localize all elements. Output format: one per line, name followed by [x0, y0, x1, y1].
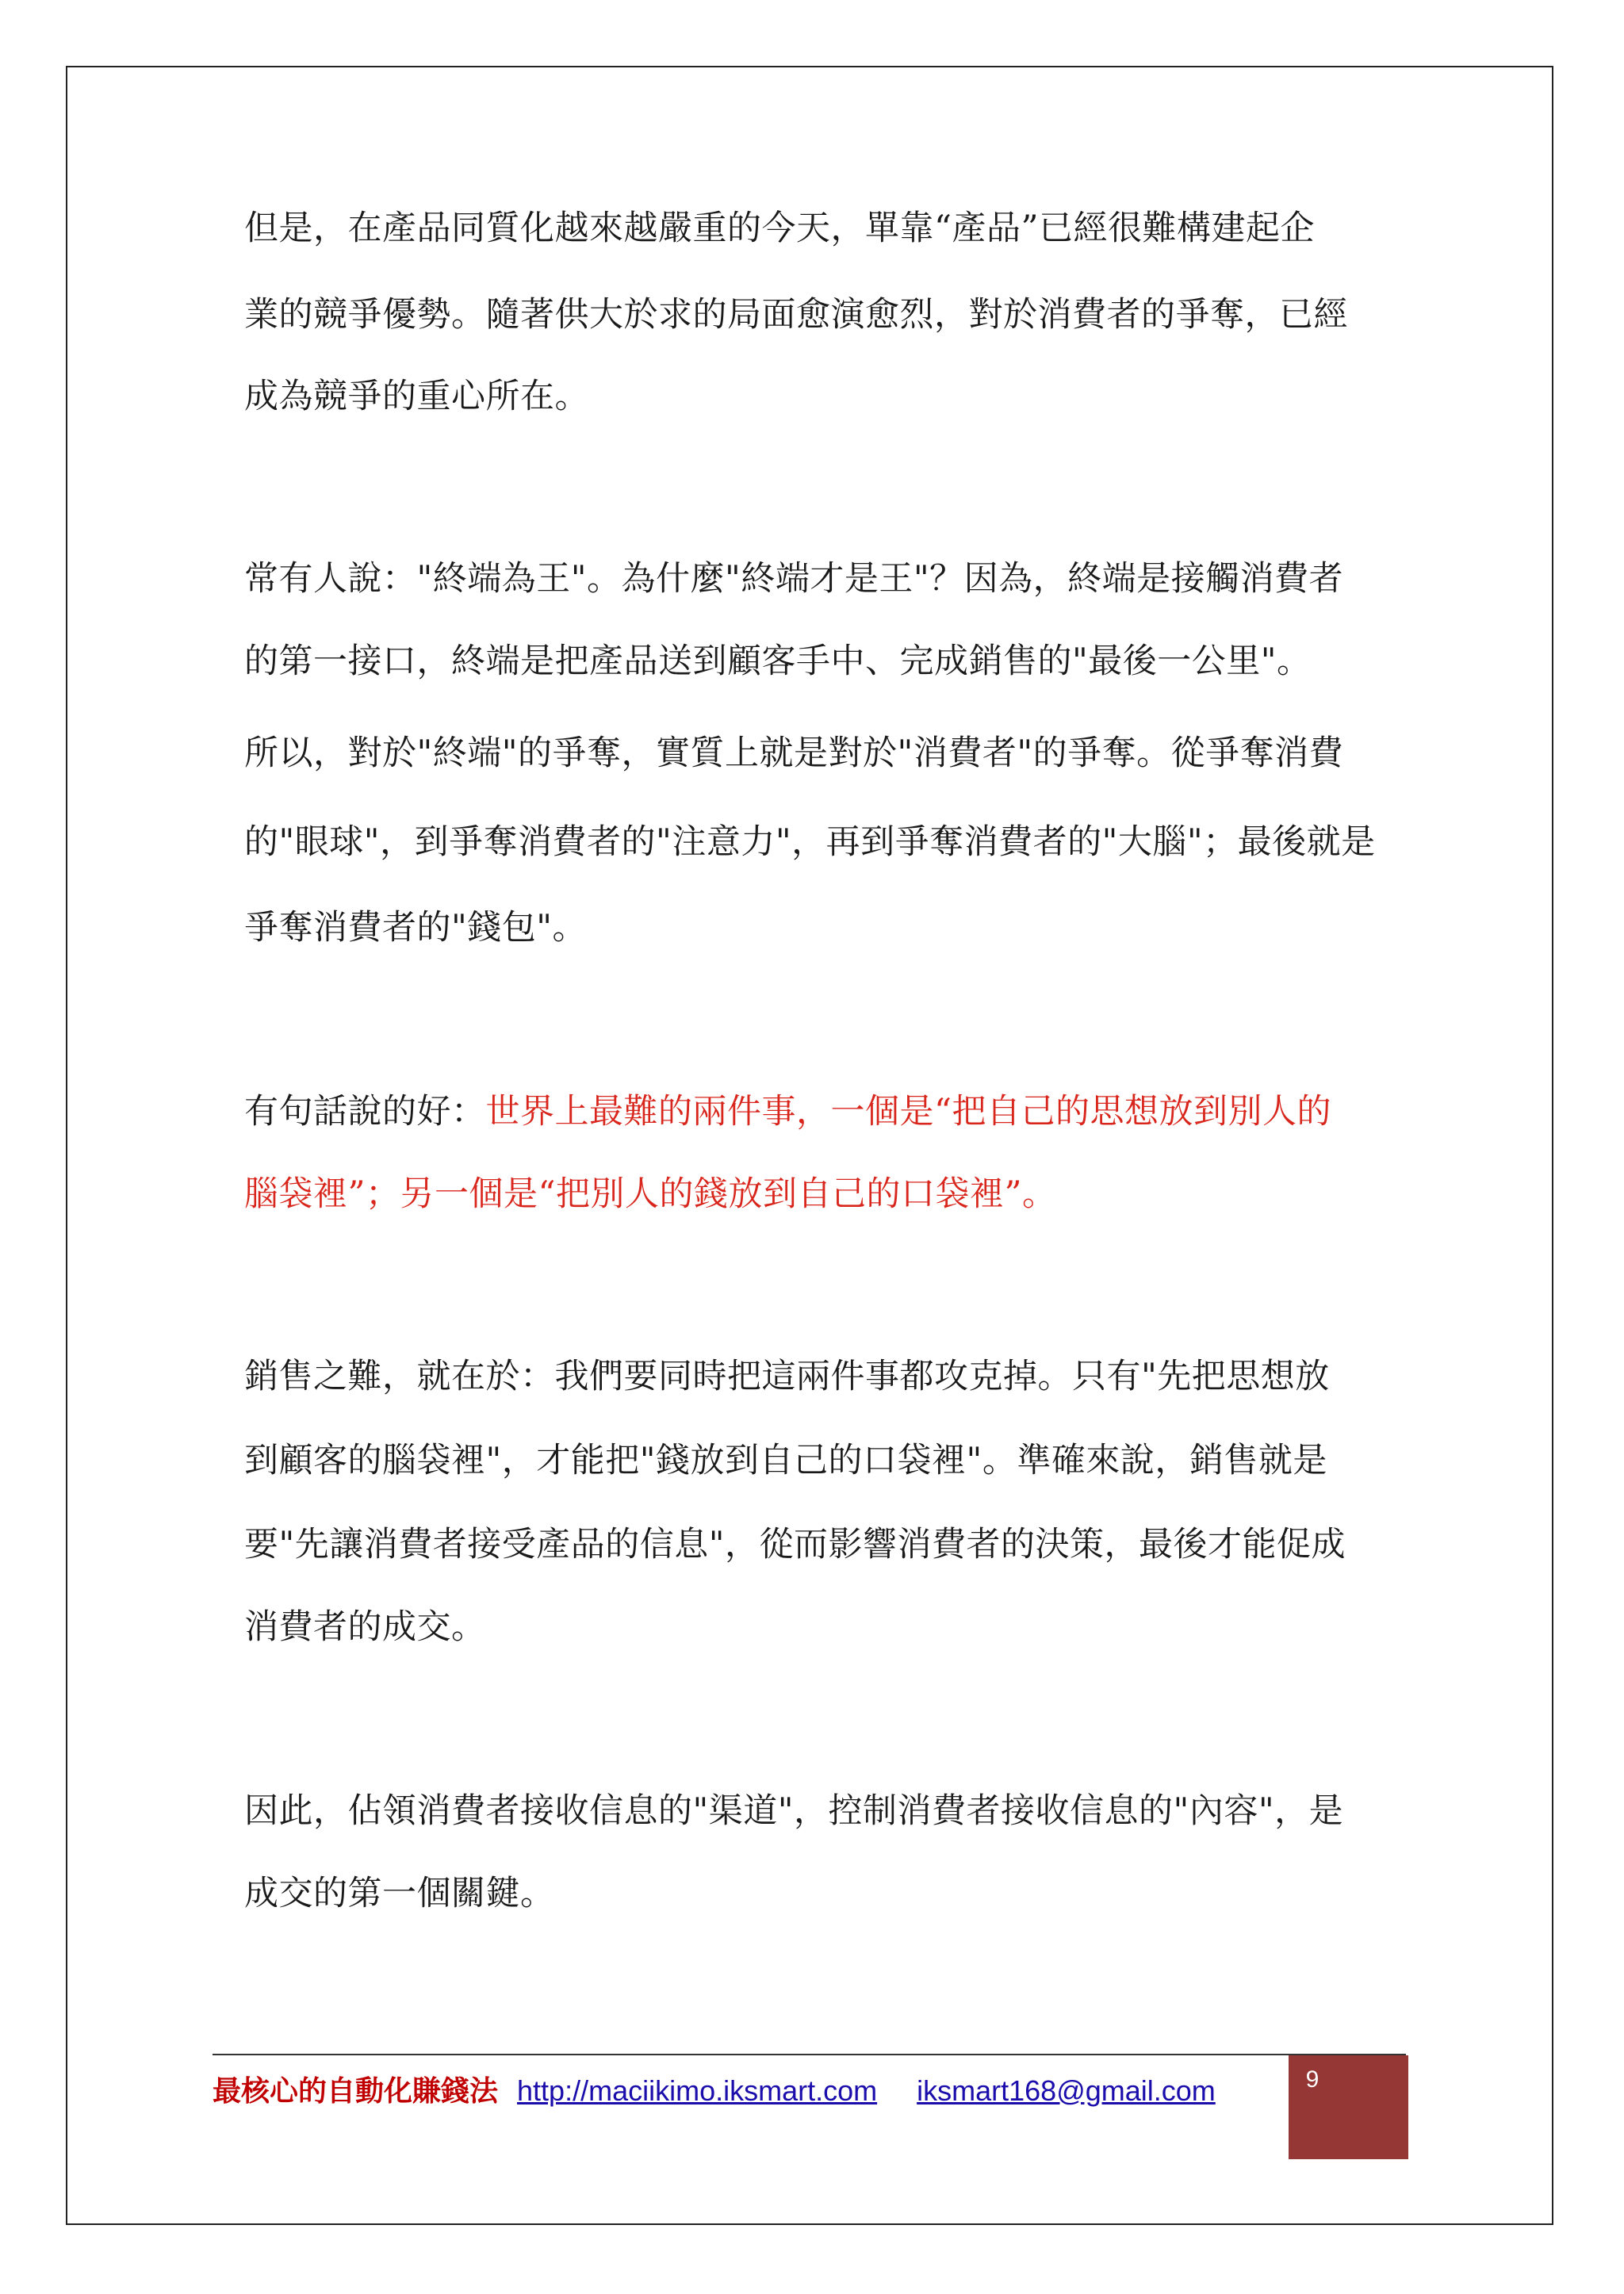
quote-lead: 有句話說的好： — [244, 1092, 486, 1132]
website-link[interactable]: http://maciikimo.iksmart.com — [517, 2074, 878, 2107]
paragraph-4-line-1 — [244, 1088, 1331, 1136]
page-number: 9 — [1305, 2066, 1320, 2093]
email-link[interactable]: iksmart168@gmail.com — [917, 2074, 1216, 2107]
paragraph-2-line-1: 常有人說："終端為王"。為什麼"終端才是王"？因為，終端是接觸消費者 — [244, 559, 1344, 599]
footer-divider — [213, 2054, 1406, 2055]
quote-highlight-1: 世界上最難的兩件事，一個是“把自己的思想放到別人的 — [485, 1092, 1331, 1132]
paragraph-6-line-1: 因此，佔領消費者接收信息的"渠道"，控制消費者接收信息的"內容"，是 — [244, 1791, 1344, 1831]
footer — [213, 2071, 1247, 2111]
paragraph-3-line-3: 爭奪消費者的"錢包"。 — [244, 908, 588, 948]
paragraph-2-line-2: 的第一接口，終端是把產品送到顧客手中、完成銷售的"最後一公里"。 — [244, 641, 1312, 681]
paragraph-1-line-3: 成為競爭的重心所在。 — [244, 377, 589, 416]
footer-title: 最核心的自動化賺錢法 — [213, 2074, 499, 2107]
paragraph-1-line-2: 業的競爭優勢。隨著供大於求的局面愈演愈烈，對於消費者的爭奪，已經 — [244, 295, 1348, 335]
page-number-box — [1289, 2055, 1408, 2159]
paragraph-6-line-2: 成交的第一個關鍵。 — [244, 1874, 555, 1913]
paragraph-4-line-2: 腦袋裡”；另一個是“把別人的錢放到自己的口袋裡”。 — [244, 1174, 1057, 1214]
paragraph-5-line-1: 銷售之難，就在於：我們要同時把這兩件事都攻克掉。只有"先把思想放 — [244, 1357, 1330, 1396]
paragraph-1-line-1: 但是，在產品同質化越來越嚴重的今天，單靠“產品”已經很難構建起企 — [244, 209, 1315, 248]
paragraph-3-line-1: 所以，對於"終端"的爭奪，實質上就是對於"消費者"的爭奪。從爭奪消費 — [244, 733, 1344, 773]
paragraph-5-line-4: 消費者的成交。 — [244, 1607, 486, 1647]
paragraph-3-line-2: 的"眼球"，到爭奪消費者的"注意力"，再到爭奪消費者的"大腦"；最後就是 — [244, 822, 1376, 862]
paragraph-5-line-2: 到顧客的腦袋裡"，才能把"錢放到自己的口袋裡"。準確來說，銷售就是 — [244, 1441, 1327, 1480]
paragraph-5-line-3: 要"先讓消費者接受產品的信息"，從而影響消費者的決策，最後才能促成 — [244, 1525, 1346, 1564]
